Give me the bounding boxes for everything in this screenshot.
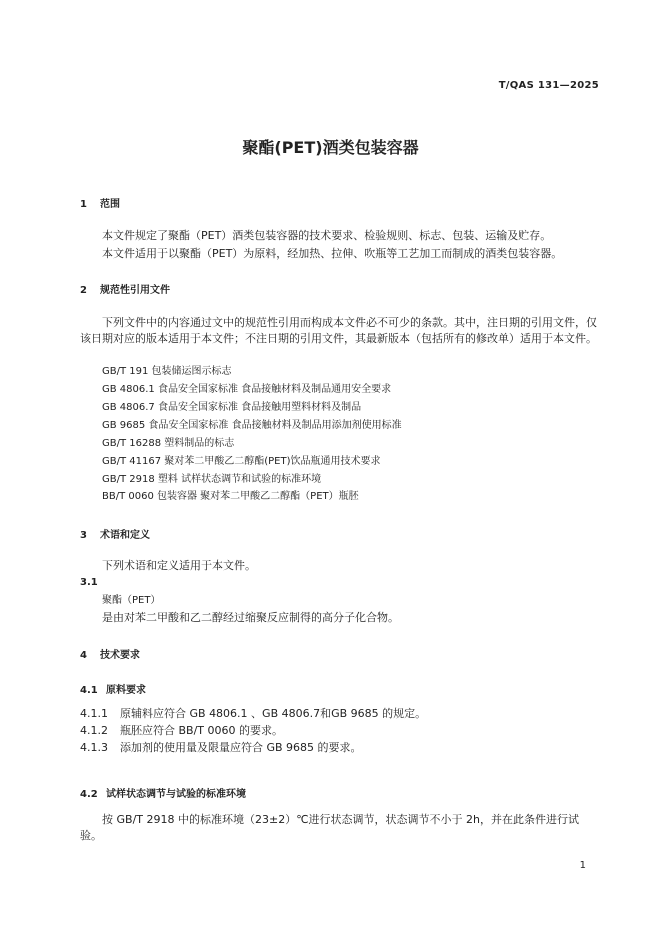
section-2-heading — [80, 281, 170, 296]
requirement-item — [80, 740, 362, 756]
page-number: 1 — [579, 860, 586, 871]
section-title: 规范性引用文件 — [100, 285, 170, 296]
scope-paragraph-2: 本文件适用于以聚酯（PET）为原料，经加热、拉伸、吹瓶等工艺加工而制成的酒类包装容器。 — [102, 247, 563, 260]
subsection-4-1-heading — [80, 681, 146, 696]
reference-item: GB/T 191 包装储运图示标志 — [102, 366, 232, 377]
conditioning-paragraph: 按 GB/T 2918 中的标准环境（23±2）℃进行状态调节，状态调节不小于 2h，并在此条件进行试验。 — [80, 813, 580, 842]
section-1-heading — [80, 195, 120, 210]
section-3-heading — [80, 526, 150, 541]
clause-number: 4.1.2 — [80, 724, 108, 737]
reference-item: GB 4806.7 食品安全国家标准 食品接触用塑料材料及制品 — [102, 402, 362, 413]
section-number: 2 — [80, 285, 87, 296]
section-4-heading — [80, 646, 140, 661]
reference-item: GB/T 16288 塑料制品的标志 — [102, 438, 235, 449]
subsection-4-2-heading — [80, 785, 246, 800]
requirement-item — [80, 706, 426, 722]
clause-text: 瓶胚应符合 BB/T 0060 的要求。 — [120, 724, 284, 737]
terms-intro: 下列术语和定义适用于本文件。 — [102, 559, 256, 572]
document-title: 聚酯(PET)酒类包装容器 — [242, 138, 419, 157]
section-number: 3 — [80, 530, 87, 541]
clause-number: 4.1.3 — [80, 741, 108, 754]
reference-item: GB 9685 食品安全国家标准 食品接触材料及制品用添加剂使用标准 — [102, 420, 402, 431]
subsection-title: 原料要求 — [106, 685, 146, 696]
document-code: T/QAS 131—2025 — [498, 80, 599, 91]
scope-paragraph-1: 本文件规定了聚酯（PET）酒类包装容器的技术要求、检验规则、标志、包装、运输及贮存。 — [102, 229, 552, 242]
reference-item: GB 4806.1 食品安全国家标准 食品接触材料及制品通用安全要求 — [102, 384, 392, 395]
requirement-item — [80, 723, 283, 739]
section-number: 1 — [80, 199, 87, 210]
reference-item: GB/T 41167 聚对苯二甲酸乙二醇酯(PET)饮品瓶通用技术要求 — [102, 456, 381, 467]
section-title: 术语和定义 — [100, 530, 150, 541]
clause-number: 4.1.1 — [80, 707, 108, 720]
subsection-title: 试样状态调节与试验的标准环境 — [106, 789, 246, 800]
reference-item: BB/T 0060 包装容器 聚对苯二甲酸乙二醇酯（PET）瓶胚 — [102, 491, 359, 502]
references-intro: 下列文件中的内容通过文中的规范性引用而构成本文件必不可少的条款。其中，注日期的引用文件，仅该日期对应的版本适用于本文件；不注日期的引用文件，其最新版本（包括所有的修改单）适用于本文件。 — [80, 316, 597, 345]
reference-item: GB/T 2918 塑料 试样状态调节和试验的标准环境 — [102, 474, 322, 485]
section-title: 技术要求 — [100, 650, 140, 661]
clause-text: 原辅料应符合 GB 4806.1 、GB 4806.7和GB 9685 的规定。 — [120, 707, 427, 720]
subsection-number: 4.1 — [80, 685, 98, 696]
section-title: 范围 — [100, 199, 120, 210]
term-name: 聚酯（PET） — [102, 595, 161, 606]
term-definition: 是由对苯二甲酸和乙二醇经过缩聚反应制得的高分子化合物。 — [102, 611, 399, 624]
subsection-number: 4.2 — [80, 789, 98, 800]
clause-text: 添加剂的使用量及限量应符合 GB 9685 的要求。 — [120, 741, 362, 754]
section-number: 4 — [80, 650, 87, 661]
term-number: 3.1 — [80, 577, 98, 588]
